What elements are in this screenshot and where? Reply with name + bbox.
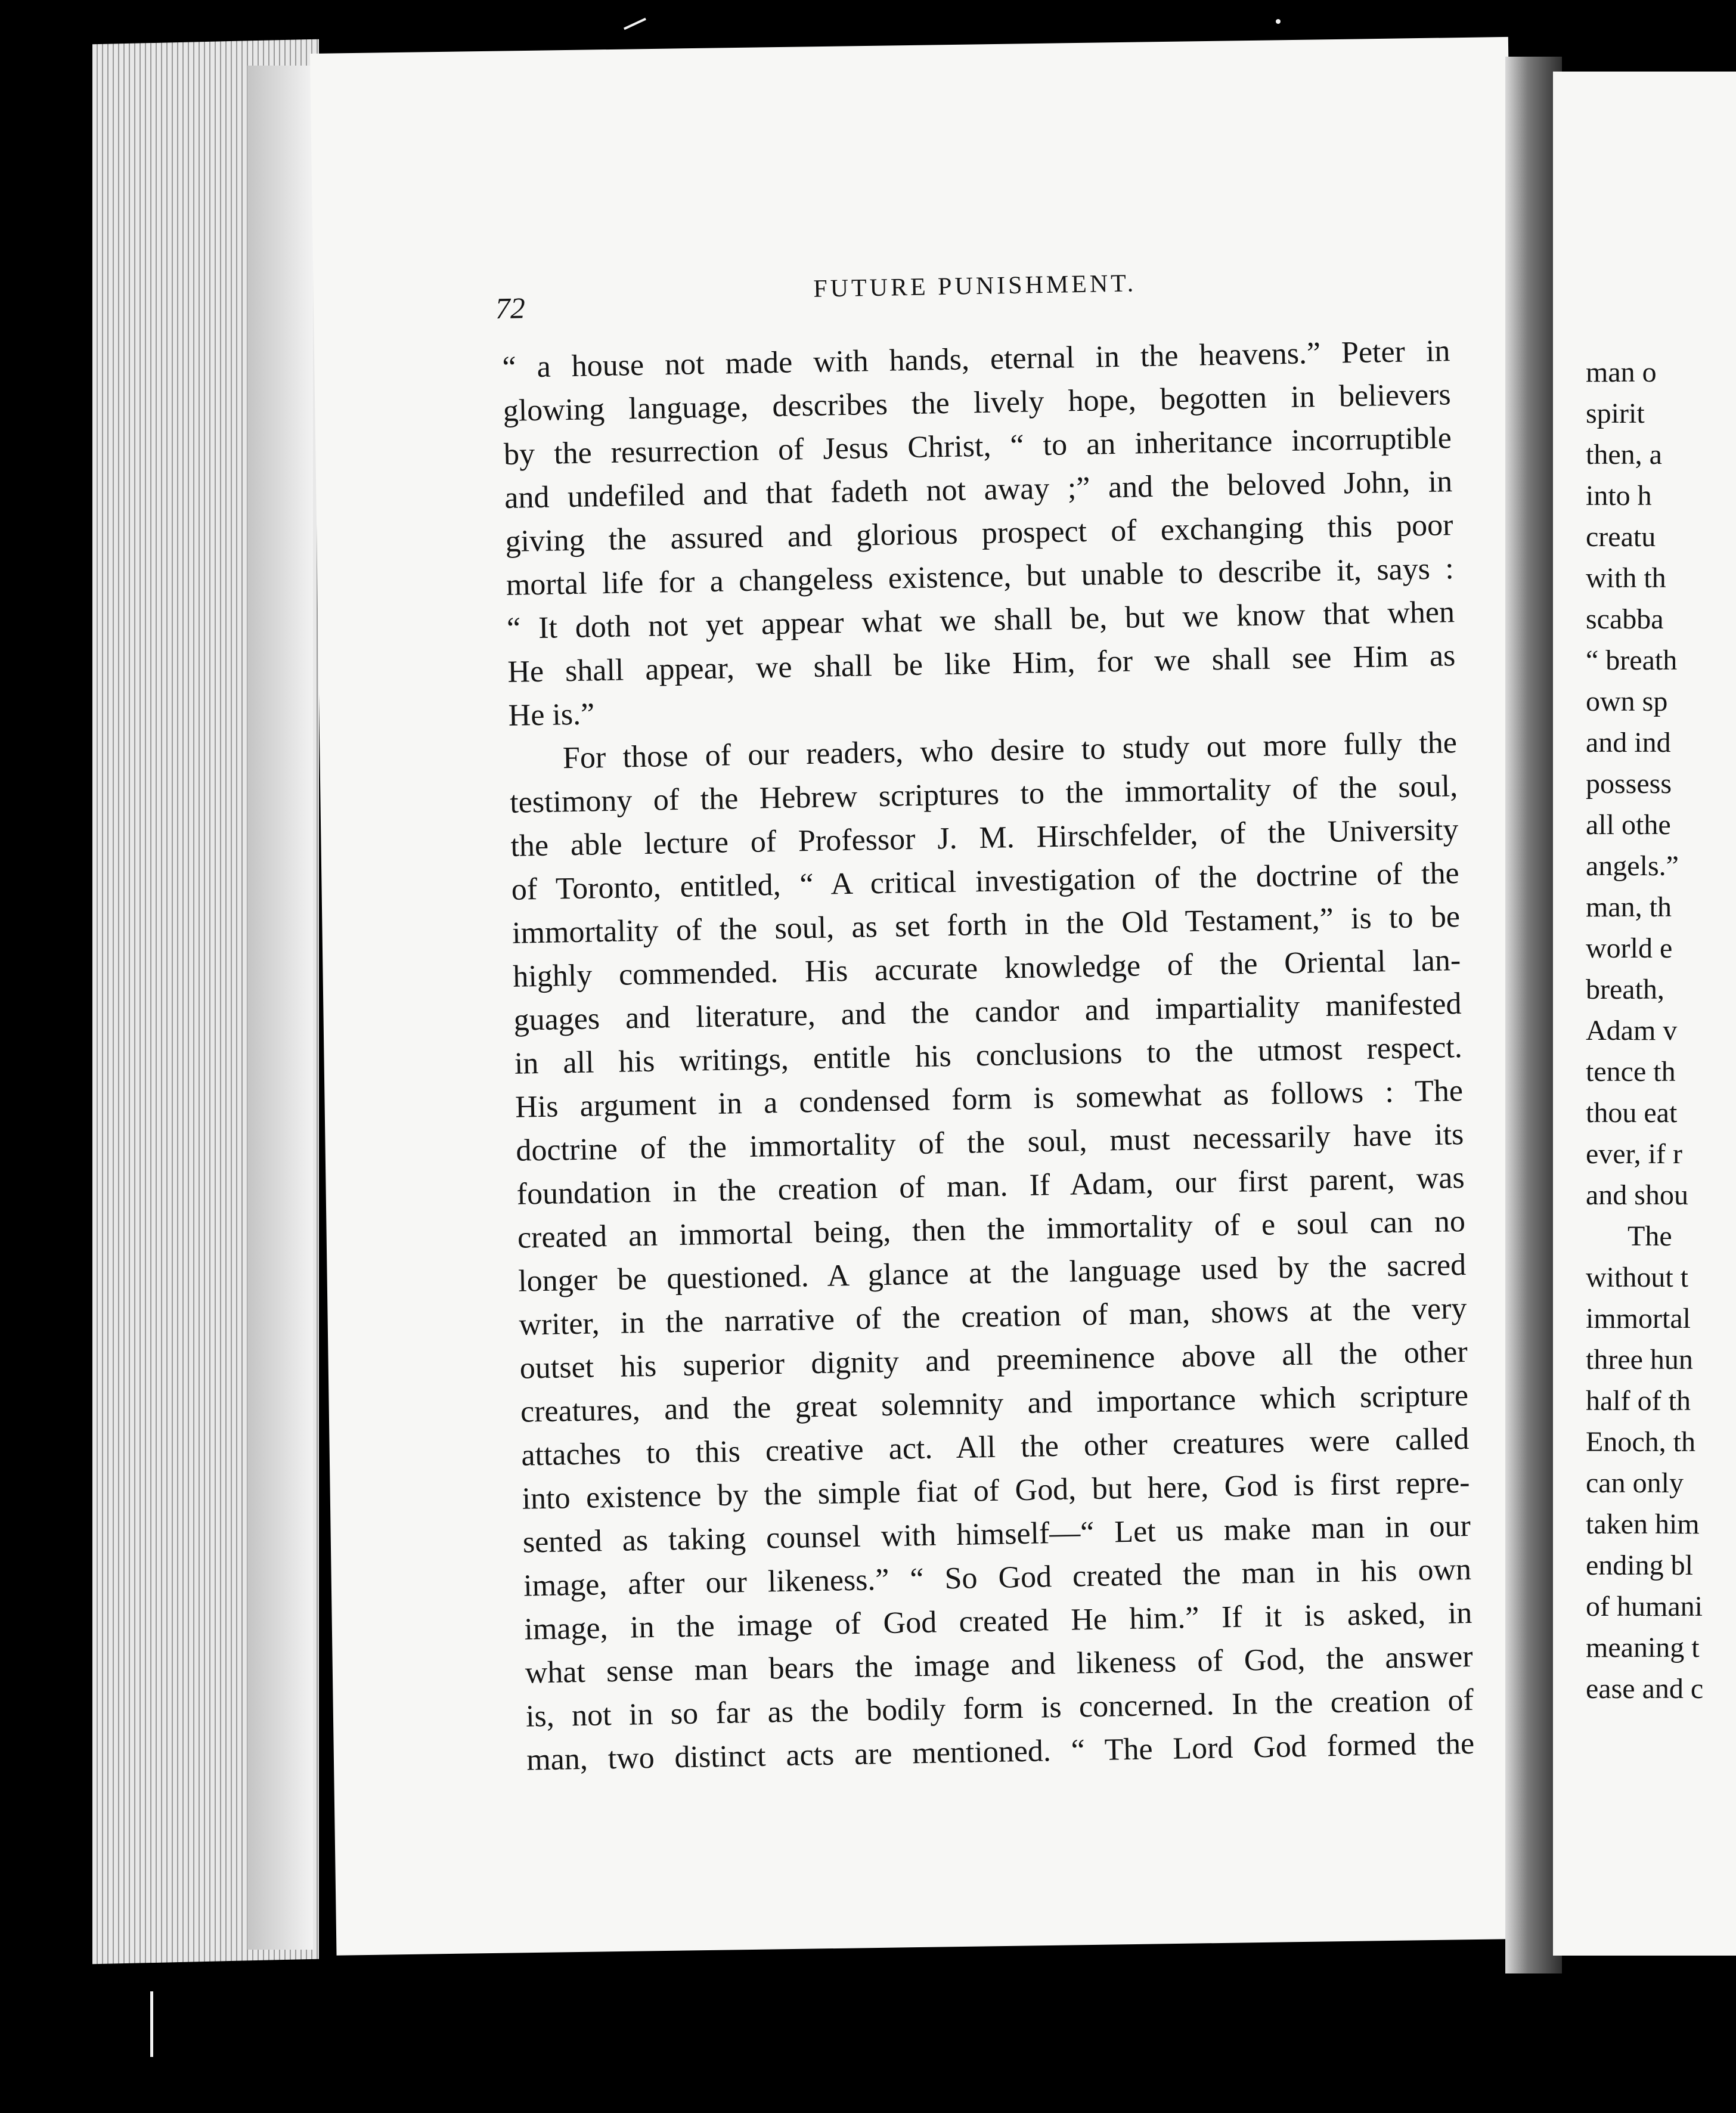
scan-speck — [1276, 19, 1281, 24]
text-line: “ a house not made with hands, eternal in the heavens.” Peter in — [502, 334, 1450, 385]
right-line: scabba — [1586, 603, 1664, 635]
running-head: FUTURE PUNISHMENT. — [813, 269, 1137, 303]
scan-speck — [624, 18, 646, 30]
text-line: outset his superior dignity and preeminence above all the other — [519, 1334, 1468, 1386]
text-line: into existence by the simple fiat of God, but here, God is first repre- — [522, 1465, 1470, 1516]
right-line: possess — [1586, 768, 1672, 800]
text-line: of Toronto, entitled, “ A critical investigation of the doctrine of the — [511, 856, 1460, 907]
right-line: with th — [1586, 562, 1666, 594]
text-line: creatures, and the great solemnity and importance which scripture — [520, 1378, 1469, 1429]
right-line: then, a — [1586, 439, 1662, 470]
right-line: taken him — [1586, 1508, 1700, 1540]
page-edge-shadow — [247, 66, 313, 1950]
left-page-text — [495, 264, 1475, 1782]
text-line: created an immortal being, then the immortality of e soul can no — [517, 1204, 1466, 1255]
right-line: ease and c — [1586, 1673, 1704, 1705]
page-number: 72 — [495, 291, 526, 326]
text-line: doctrine of the immortality of the soul, must necessarily have its — [515, 1117, 1464, 1168]
right-line: meaning t — [1586, 1632, 1700, 1663]
text-line: His argument in a condensed form is somewhat as follows : The — [514, 1074, 1464, 1124]
text-line: highly commended. His accurate knowledge of the Oriental lan- — [512, 943, 1461, 994]
text-line: foundation in the creation of man. If Adam, our first parent, was — [516, 1161, 1465, 1212]
text-line: sented as taking counsel with himself—“ Let us make man in our — [522, 1508, 1471, 1560]
text-line: and undefiled and that fadeth not away ;” and the beloved John, in — [504, 464, 1453, 515]
right-line: angels.” — [1586, 850, 1679, 882]
text-line: image, in the image of God created He him.” If it is asked, in — [524, 1595, 1472, 1647]
right-line: man o — [1586, 357, 1657, 388]
right-line: all othe — [1586, 809, 1671, 841]
right-line: “ breath — [1586, 645, 1678, 676]
right-line: without t — [1586, 1262, 1689, 1293]
right-page-text — [1586, 352, 1703, 1709]
text-line: For those of our readers, who desire to study out more fully the — [562, 726, 1458, 776]
right-line: can only — [1586, 1467, 1684, 1499]
text-line: by the resurrection of Jesus Christ, “ to an inheritance incorruptible — [503, 421, 1452, 472]
text-line: image, after our likeness.” “ So God created the man in his own — [523, 1552, 1472, 1603]
right-line: and ind — [1586, 727, 1671, 758]
right-line: thou eat — [1586, 1097, 1678, 1129]
right-page-paper — [1553, 72, 1736, 1956]
text-line: testimony of the Hebrew scriptures to the immortality of the soul, — [509, 769, 1458, 820]
text-line: giving the assured and glorious prospect of exchanging this poor — [505, 508, 1453, 559]
text-line: He shall appear, we shall be like Him, for we shall see Him as — [507, 639, 1456, 689]
right-line: tence th — [1586, 1056, 1676, 1088]
right-line: ever, if r — [1586, 1138, 1682, 1170]
right-line: ending bl — [1586, 1550, 1693, 1581]
right-line: and shou — [1586, 1179, 1688, 1211]
text-line: mortal life for a changeless existence, but unable to describe it, says : — [506, 552, 1455, 602]
right-line: Adam v — [1586, 1015, 1678, 1046]
text-line: writer, in the narrative of the creation of man, shows at the very — [519, 1291, 1467, 1342]
right-line: world e — [1586, 932, 1673, 964]
text-line: in all his writings, entitle his conclusions to the utmost respect. — [514, 1030, 1463, 1081]
text-line: longer be questioned. A glance at the language used by the sacred — [517, 1247, 1467, 1299]
right-line: own sp — [1586, 686, 1668, 717]
text-line: “ It doth not yet appear what we shall be, but we know that when — [506, 595, 1455, 646]
right-line: of humani — [1586, 1591, 1703, 1622]
text-line: immortality of the soul, as set forth in the Old Testament,” is to be — [512, 900, 1461, 950]
right-line: breath, — [1586, 974, 1664, 1005]
right-line: man, th — [1586, 891, 1672, 923]
scan-speck — [150, 1991, 153, 2057]
right-line: creatu — [1586, 521, 1656, 553]
right-line: spirit — [1586, 398, 1645, 429]
right-line: three hun — [1586, 1344, 1693, 1375]
text-line: is, not in so far as the bodily form is concerned. In the creation of — [525, 1683, 1474, 1734]
text-line: the able lecture of Professor J. M. Hirschfelder, of the University — [510, 813, 1459, 863]
text-line: attaches to this creative act. All the other creatures were called — [520, 1421, 1470, 1473]
right-line: half of th — [1586, 1385, 1691, 1417]
right-line: The — [1628, 1220, 1672, 1252]
right-line: Enoch, th — [1586, 1426, 1695, 1458]
text-line: glowing language, describes the lively hope, begotten in believers — [503, 377, 1452, 428]
right-line: into h — [1586, 480, 1652, 512]
text-line: what sense man bears the image and likeness of God, the answer — [525, 1639, 1474, 1690]
text-line: man, two distinct acts are mentioned. “ The Lord God formed the — [526, 1726, 1475, 1777]
right-line: immortal — [1586, 1303, 1691, 1334]
text-line: guages and literature, and the candor and impartiality manifested — [513, 987, 1462, 1037]
text-line: He is.” — [508, 697, 595, 733]
